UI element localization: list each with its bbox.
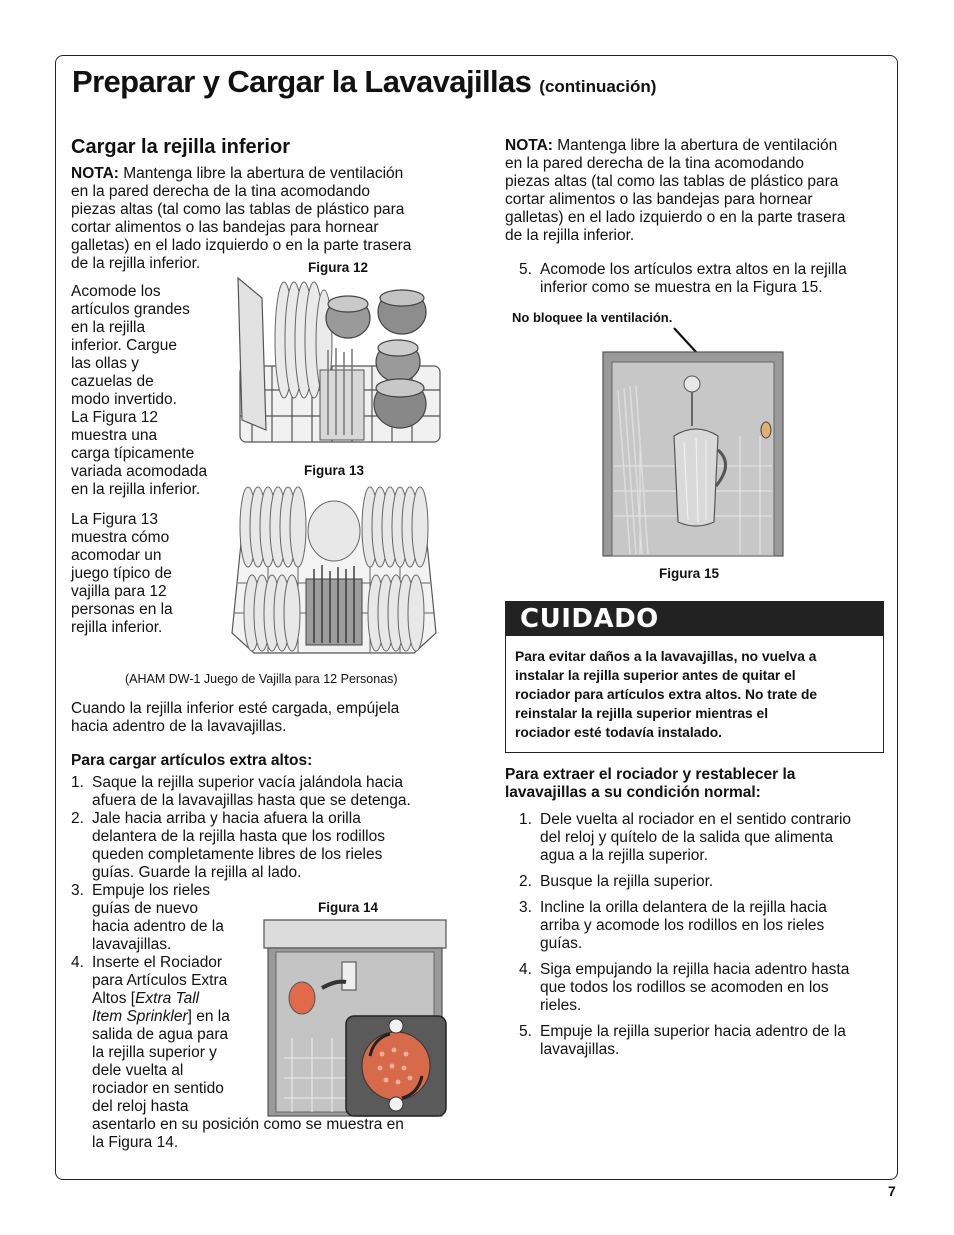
- list-item: 3. Incline la orilla delantera de la rejilla hacia arriba y acomode los rodillos en los rieles guías.: [519, 899, 827, 952]
- figure-15-tall-items-illustration: [600, 326, 786, 558]
- remove-sprinkler-heading: Para extraer el rociador y restablecer la lavavajillas a su condición normal:: [505, 766, 796, 801]
- right-note: NOTA: Mantenga libre la abertura de ventilación en la pared derecha de la tina acomodando piezas altas (tal como las tablas de plástico para cortar alimentos o las bandejas para hornear galletas) en el lado izquierdo o en la parte trasera de la rejilla inferior.: [505, 137, 846, 244]
- list-item: 1. Saque la rejilla superior vacía jalándola hacia afuera de la lavavajillas hasta que se detenga.: [71, 774, 411, 809]
- push-rack-paragraph: Cuando la rejilla inferior esté cargada, empújela hacia adentro de la lavavajillas.: [71, 700, 400, 735]
- section-heading: Cargar la rejilla inferior: [71, 136, 290, 158]
- caution-title: CUIDADO: [506, 602, 883, 636]
- list-item: 3. Empuje los rieles guías de nuevo hacia adentro de la lavavajillas.: [71, 882, 224, 953]
- remove-sprinkler-steps: [519, 811, 884, 1059]
- title-suffix: (continuación): [539, 77, 657, 96]
- list-item: 5. Acomode los artículos extra altos en la rejilla inferior como se muestra en la Figura 15.: [519, 261, 847, 296]
- page-title: Preparar y Cargar la Lavavajillas (continuación): [72, 64, 657, 99]
- caution-text: Para evitar daños a la lavavajillas, no vuelva a instalar la rejilla superior antes de quitar el rociador para artículos extra altos. No trate de reinstalar la rejilla superior mientras el rociador esté todavía instalado.: [515, 649, 818, 740]
- figure-13-caption: (AHAM DW-1 Juego de Vajilla para 12 Personas): [125, 672, 398, 686]
- page-number: 7: [888, 1183, 896, 1199]
- figure-12-label: Figura 12: [308, 260, 369, 275]
- list-item: 2. Busque la rejilla superior.: [519, 873, 714, 890]
- caution-box: [505, 601, 884, 753]
- list-item: 2. Jale hacia arriba y hacia afuera la orilla delantera de la rejilla hasta que los rodillos queden completamente libres de los rieles guías. Guarde la rejilla al lado.: [71, 810, 385, 881]
- list-item: 4. Inserte el Rociador para Artículos Extra Altos [Extra Tall Item Sprinkler] en la salida de agua para la rejilla superior y dele vuelta al rociador en sentido del reloj hasta asentarlo en su posición como se muestra en la Figura 14.: [71, 954, 404, 1151]
- place-setting-paragraph: La Figura 13 muestra cómo acomodar un juego típico de vajilla para 12 personas en la rejilla inferior.: [71, 511, 173, 636]
- lower-rack-paragraph: Acomode los artículos grandes en la rejilla inferior. Cargue las ollas y cazuelas de modo invertido. La Figura 12 muestra una carga típicamente variada acomodada en la rejilla inferior.: [71, 283, 208, 498]
- figure-13-label: Figura 13: [304, 463, 365, 478]
- list-item: 5. Empuje la rejilla superior hacia adentro de la lavavajillas.: [519, 1023, 846, 1058]
- figure-13-place-setting-illustration: [228, 483, 440, 661]
- figure-14-sprinkler-illustration: [262, 918, 448, 1118]
- list-item: 4. Siga empujando la rejilla hacia adentro hasta que todos los rodillos se acomoden en los rieles.: [519, 961, 850, 1014]
- figure-15-label: Figura 15: [659, 566, 720, 581]
- extra-tall-heading: Para cargar artículos extra altos:: [71, 752, 313, 769]
- vent-warning-label: No bloquee la ventilación.: [512, 310, 673, 325]
- figure-14-label: Figura 14: [318, 900, 379, 915]
- list-item: 1. Dele vuelta al rociador en el sentido contrario del reloj y quítelo de la salida que alimenta agua a la rejilla superior.: [519, 811, 852, 864]
- figure-12-rack-illustration: [232, 270, 444, 450]
- left-note: NOTA: Mantenga libre la abertura de ventilación en la pared derecha de la tina acomodando piezas altas (tal como las tablas de plástico para cortar alimentos o las bandejas para hornear galletas) en el lado izquierdo o en la parte trasera de la rejilla inferior.: [71, 165, 412, 272]
- step-5-list: [519, 261, 884, 297]
